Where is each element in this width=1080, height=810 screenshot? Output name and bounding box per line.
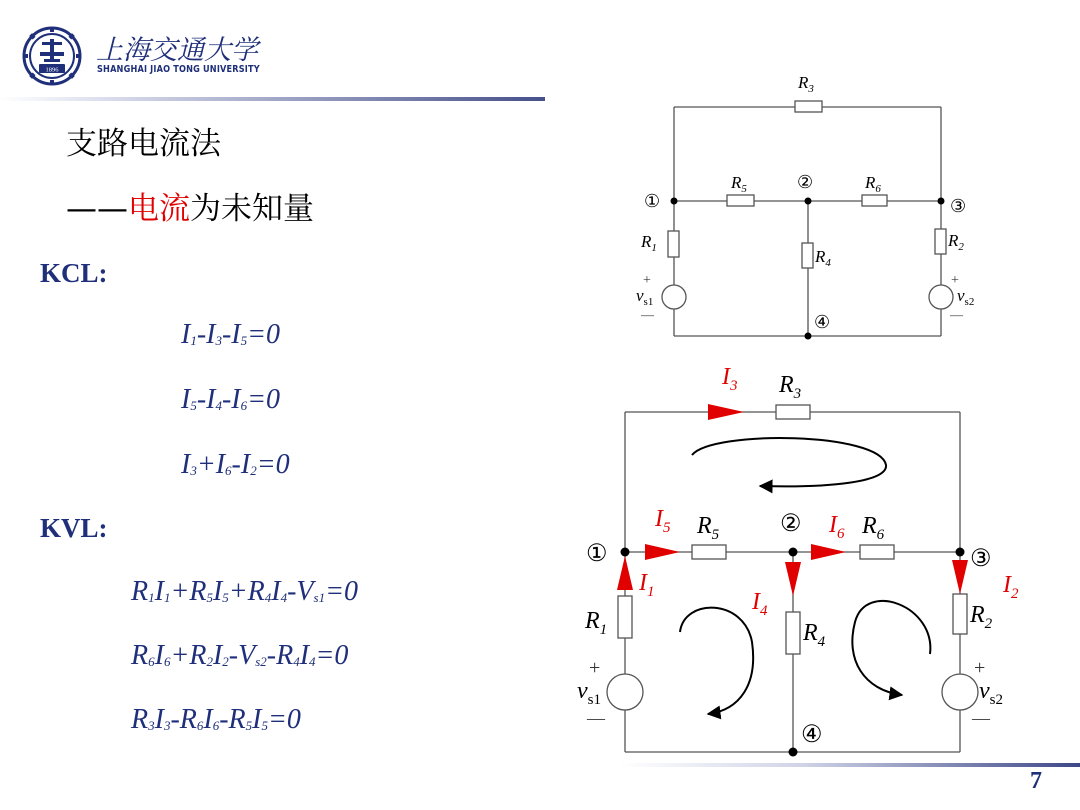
current-arrow-i6: [811, 544, 846, 560]
subtitle-rest: 为未知量: [190, 191, 314, 227]
label-r6: $R_6$: [862, 513, 885, 543]
current-arrow-i2: [952, 560, 968, 594]
kcl-label: KCL:: [40, 258, 108, 288]
label-i6: $I_6$: [829, 512, 845, 542]
label-r2: $R_2$: [970, 602, 993, 632]
node-dot: [671, 198, 678, 205]
loop-arrow-left: [680, 608, 753, 714]
node-dot: [938, 198, 945, 205]
minus-sign: —: [972, 708, 990, 728]
loop-arrow-right: [852, 601, 930, 695]
minus-sign: —: [587, 708, 605, 728]
label-r5: $R_5$: [697, 513, 720, 543]
university-name-cn: 上海交通大学: [96, 35, 258, 66]
plus-sign: +: [951, 273, 959, 288]
kcl-equation-2: $I_5-I_4-I_6=0$: [181, 384, 281, 415]
page-number: 7: [1030, 768, 1042, 794]
kvl-equation-1: $R_1I_1+R_5I_5+R_4I_4-V_{s1}=0$: [131, 576, 358, 607]
node-4-label: ④: [801, 722, 823, 748]
label-r3: $R_3$: [798, 73, 814, 95]
minus-sign: —: [950, 307, 963, 322]
node-1-label: ①: [644, 191, 661, 211]
footer-divider: [620, 763, 1080, 767]
university-seal: [22, 26, 82, 86]
node-dot: [789, 748, 798, 757]
label-i4: $I_4$: [752, 589, 768, 619]
label-vs1: $v_{s1}$: [577, 678, 601, 708]
label-r3: $R_3$: [779, 372, 802, 402]
label-r5: $R_5$: [731, 173, 747, 195]
slide-title: 支路电流法: [66, 126, 221, 162]
label-vs2: $v_{s2}$: [957, 286, 975, 308]
current-arrow-i4: [785, 562, 801, 596]
kcl-equation-3: $I_3+I_6-I_2=0$: [181, 449, 290, 480]
node-dot: [805, 198, 812, 205]
kvl-equation-2: $R_6I_6+R_2I_2-V_{s2}-R_4I_4=0$: [131, 640, 349, 671]
label-i1: $I_1$: [639, 570, 655, 600]
label-i2: $I_2$: [1003, 572, 1019, 602]
kvl-label: KVL:: [40, 513, 108, 543]
node-dot: [621, 548, 630, 557]
current-arrow-i5: [645, 544, 680, 560]
label-r6: $R_6$: [865, 173, 881, 195]
node-3-label: ③: [950, 196, 967, 216]
plus-sign: +: [974, 657, 986, 679]
seal-year: 1896: [45, 66, 59, 74]
label-r4: $R_4$: [803, 620, 826, 650]
label-vs1: $v_{s1}$: [636, 286, 654, 308]
label-r4: $R_4$: [815, 247, 831, 269]
kvl-equation-3: $R_3I_3-R_6I_6-R_5I_5=0$: [131, 704, 301, 735]
label-r2: $R_2$: [948, 231, 964, 253]
node-4-label: ④: [814, 312, 831, 332]
subtitle-dash: ——: [66, 191, 128, 227]
node-1-label: ①: [586, 541, 608, 567]
label-r1: $R_1$: [585, 608, 608, 638]
header-divider: [0, 97, 545, 101]
minus-sign: —: [641, 307, 654, 322]
university-name-en: SHANGHAI JIAO TONG UNIVERSITY: [97, 64, 260, 75]
circuit-diagram-small: [620, 70, 1000, 345]
node-dot: [789, 548, 798, 557]
current-arrow-i1: [617, 556, 633, 590]
node-dot: [956, 548, 965, 557]
node-dot: [805, 333, 812, 340]
label-r1: $R_1$: [641, 232, 657, 254]
node-2-label: ②: [797, 172, 814, 192]
kcl-equation-1: $I_1-I_3-I_5=0$: [181, 319, 281, 350]
current-arrow-i3: [708, 404, 744, 420]
label-i5: $I_5$: [655, 506, 671, 536]
label-vs2: $v_{s2}$: [979, 678, 1003, 708]
circuit-diagram-large: [560, 355, 1040, 765]
label-i3: $I_3$: [722, 364, 738, 394]
loop-arrow-top: [692, 438, 886, 486]
subtitle-highlight: 电流: [128, 191, 190, 227]
node-2-label: ②: [780, 511, 802, 537]
node-3-label: ③: [970, 546, 992, 572]
plus-sign: +: [643, 273, 651, 288]
plus-sign: +: [589, 657, 601, 679]
slide-subtitle: [66, 183, 314, 228]
